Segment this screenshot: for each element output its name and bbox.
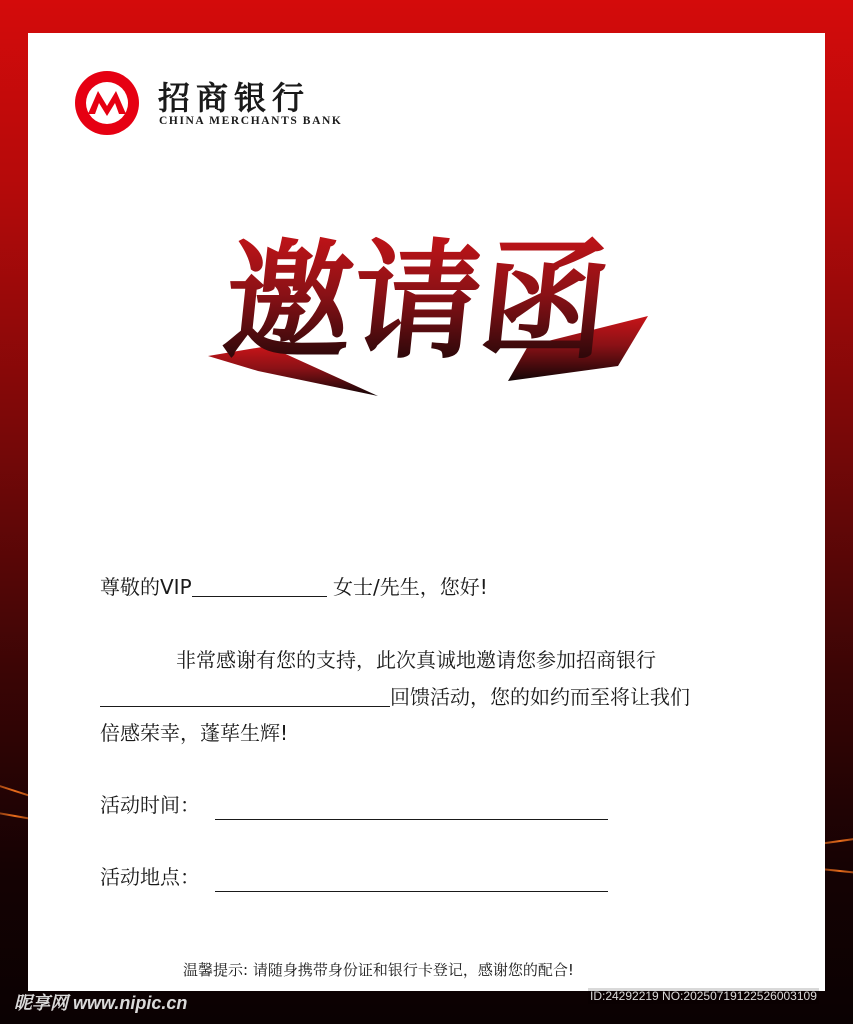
- watermark-site: 昵享网 www.nipic.cn: [14, 993, 188, 1013]
- watermark-id: ID:24292219 NO:20250719122526003109: [590, 989, 817, 1003]
- event-location-label: 活动地点：: [100, 865, 200, 889]
- cmb-logo-icon: [74, 70, 140, 136]
- body-line-2: [100, 685, 690, 707]
- greeting-suffix: 女士/先生，您好!: [333, 575, 488, 599]
- event-location-blank[interactable]: [215, 891, 608, 892]
- greeting-line: [100, 576, 488, 597]
- name-blank[interactable]: [192, 576, 327, 597]
- event-name-blank[interactable]: [100, 685, 390, 707]
- brand-name-cn: 招商银行: [158, 79, 311, 117]
- invitation-card: [28, 33, 825, 991]
- body-line-2-text: 回馈活动，您的如约而至将让我们: [390, 685, 690, 709]
- event-time-blank[interactable]: [215, 819, 608, 820]
- brand-name-en: CHINA MERCHANTS BANK: [159, 115, 343, 127]
- body-line-1: 非常感谢有您的支持，此次真诚地邀请您参加招商银行: [176, 648, 656, 672]
- greeting-prefix: 尊敬的VIP: [100, 575, 192, 599]
- friendly-tip: 温馨提示: 请随身携带身份证和银行卡登记，感谢您的配合!: [183, 961, 574, 979]
- invitation-title-text: 邀请函: [216, 226, 617, 377]
- event-time-label: 活动时间：: [100, 793, 200, 817]
- invitation-title: [198, 196, 658, 411]
- body-line-3: 倍感荣幸，蓬荜生辉!: [100, 721, 289, 745]
